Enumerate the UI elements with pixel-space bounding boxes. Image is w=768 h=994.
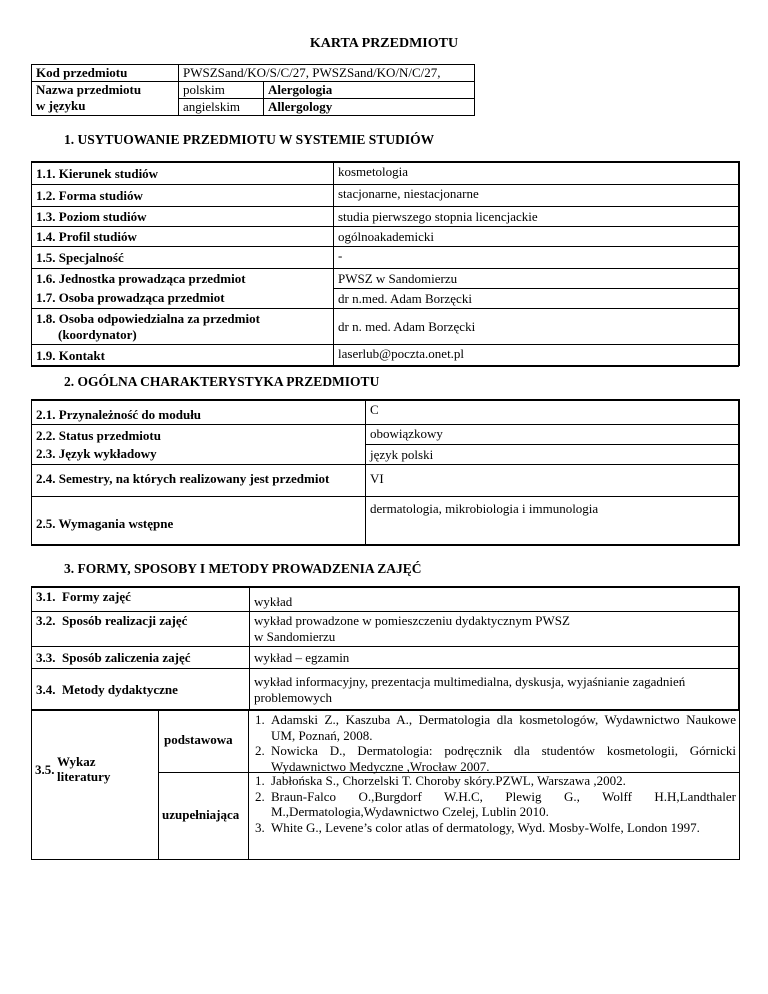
s1-row-label: 1.9. Kontakt: [32, 345, 334, 367]
extra-literature-label-cell: [158, 772, 249, 860]
literature-label: [57, 754, 110, 784]
s1-row-value: PWSZ w Sandomierzu: [334, 269, 739, 289]
section-2-table: [31, 400, 739, 545]
literature-num: 3.5.: [35, 762, 55, 777]
course-name-english: Allergology: [264, 99, 475, 116]
s3-row-num: 3.2.: [36, 613, 56, 628]
s1-row-label: 1.3. Poziom studiów: [32, 207, 334, 227]
list-item-text: Adamski Z., Kaszuba A., Dermatologia dla kosmetologów, Wydawnictwo Naukowe UM, Poznań, 2008.: [271, 712, 736, 743]
list-item-number: 1.: [255, 773, 265, 788]
list-item: [253, 820, 736, 836]
s2-row-value: VI: [366, 465, 739, 497]
s1-row-value: stacjonarne, niestacjonarne: [334, 185, 739, 207]
list-item-text: White G., Levene’s color atlas of dermatology, Wyd. Mosby-Wolfe, London 1997.: [271, 819, 700, 835]
s2-row-value: obowiązkowy: [366, 425, 739, 445]
s1-row-value: dr n. med. Adam Borzęcki: [334, 309, 739, 345]
list-item-number: 1.: [255, 712, 265, 727]
document-title: KARTA PRZEDMIOTU: [309, 36, 459, 51]
s1-row-label-line2: (koordynator): [58, 326, 137, 342]
s3-row-text: Metody dydaktyczne: [62, 681, 178, 697]
basic-literature-list: [249, 709, 740, 773]
s3-row-value: wykład – egzamin: [250, 647, 739, 669]
s1-row-label: [32, 309, 334, 345]
list-item-text: Braun-Falco O.,Burgdorf W.H.C, Plewig G., Wolff H.H,Landthaler M.,Dermatologia,Wydawnictwo Czelej, Lublin 2010.: [271, 788, 736, 819]
basic-literature-label-cell: [158, 709, 249, 773]
section-1-title: 1. USYTUOWANIE PRZEDMIOTU W SYSTEMIE STUDIÓW: [64, 132, 435, 147]
course-name-label: [32, 82, 179, 116]
course-header-table: [31, 64, 475, 116]
s3-row-text: Formy zajęć: [62, 589, 131, 604]
list-item: [253, 773, 736, 789]
s1-row-label: 1.1. Kierunek studiów: [32, 163, 334, 185]
extra-literature-label: uzupełniająca: [162, 807, 240, 822]
list-item-text: Jabłońska S., Chorzelski T. Choroby skóry.PZWL, Warszawa ,2002.: [271, 773, 626, 788]
s3-row-value-line1: wykład prowadzone w pomieszczeniu dydaktycznym PWSZ: [254, 613, 570, 628]
s1-row-label-line1: 1.8. Osoba odpowiedzialna za przedmiot: [36, 310, 260, 326]
s1-row-label: 1.7. Osoba prowadząca przedmiot: [32, 289, 334, 309]
s2-row-label: 2.1. Przynależność do modułu: [32, 401, 366, 425]
s1-row-label: 1.4. Profil studiów: [32, 227, 334, 247]
s3-row-num: 3.4.: [36, 681, 56, 697]
list-item-number: 2.: [255, 788, 265, 804]
s2-row-value: język polski: [366, 445, 739, 465]
s1-row-value: dr n.med. Adam Borzęcki: [334, 289, 739, 309]
s1-row-value: ogólnoakademicki: [334, 227, 739, 247]
s3-row-label: [32, 669, 250, 711]
course-name-label-line2: w języku: [36, 98, 86, 113]
lang-english-label: angielskim: [179, 99, 264, 116]
s3-row-value: [250, 612, 739, 647]
course-name-label-line1: Nazwa przedmiotu: [36, 82, 142, 97]
list-item: [253, 743, 736, 774]
s2-row-label: 2.2. Status przedmiotu: [32, 425, 366, 445]
list-item: [253, 712, 736, 743]
list-item-number: 2.: [255, 743, 265, 758]
s2-row-value: C: [366, 401, 739, 425]
s2-row-label: 2.5. Wymagania wstępne: [32, 497, 366, 545]
s3-row-text: Sposób realizacji zajęć: [62, 613, 188, 628]
s3-row-label: [32, 588, 250, 612]
s2-row-value: dermatologia, mikrobiologia i immunologia: [366, 497, 739, 545]
section-1-table: [31, 162, 739, 367]
section-2-title: 2. OGÓLNA CHARAKTERYSTYKA PRZEDMIOTU: [64, 374, 380, 389]
literature-label-line2: literatury: [57, 769, 111, 784]
s3-row-label: [32, 612, 250, 647]
s1-row-value: -: [334, 247, 739, 269]
s2-row-label: 2.3. Język wykładowy: [32, 445, 366, 465]
lang-polish-label: polskim: [179, 82, 264, 99]
s1-row-value: kosmetologia: [334, 163, 739, 185]
s3-row-text: Sposób zaliczenia zajęć: [62, 649, 191, 665]
extra-literature-list: [249, 772, 740, 860]
literature-label-line1: Wykaz: [57, 754, 96, 769]
s3-row-value: wykład informacyjny, prezentacja multimedialna, dyskusja, wyjaśnianie zagadnień problemowych: [250, 669, 739, 711]
section-3-table: [31, 587, 739, 711]
list-item: [253, 789, 736, 820]
list-item-number: 3.: [255, 819, 265, 835]
s1-row-label: 1.2. Forma studiów: [32, 185, 334, 207]
s3-row-num: 3.3.: [36, 649, 56, 665]
s1-row-label: 1.5. Specjalność: [32, 247, 334, 269]
course-name-polish: Alergologia: [264, 82, 475, 99]
course-code-label: Kod przedmiotu: [32, 65, 179, 82]
s3-row-value: wykład: [250, 588, 739, 612]
course-code-value: PWSZSand/KO/S/C/27, PWSZSand/KO/N/C/27,: [179, 65, 475, 82]
s3-row-value-line2: w Sandomierzu: [254, 629, 336, 644]
s1-row-value: studia pierwszego stopnia licencjackie: [334, 207, 739, 227]
s3-row-label: [32, 647, 250, 669]
list-item-text: Nowicka D., Dermatologia: podręcznik dla studentów kosmetologii, Górnicki Wydawnictwo Medyczne ,Wrocław 2007.: [271, 743, 736, 774]
s1-row-value: laserlub@poczta.onet.pl: [334, 345, 739, 367]
section-3-title: 3. FORMY, SPOSOBY I METODY PROWADZENIA ZAJĘĆ: [64, 561, 422, 576]
s3-row-num: 3.1.: [36, 589, 56, 604]
s2-row-label: 2.4. Semestry, na których realizowany jest przedmiot: [32, 465, 366, 497]
s1-row-label: 1.6. Jednostka prowadząca przedmiot: [32, 269, 334, 289]
basic-literature-label: podstawowa: [164, 732, 233, 747]
